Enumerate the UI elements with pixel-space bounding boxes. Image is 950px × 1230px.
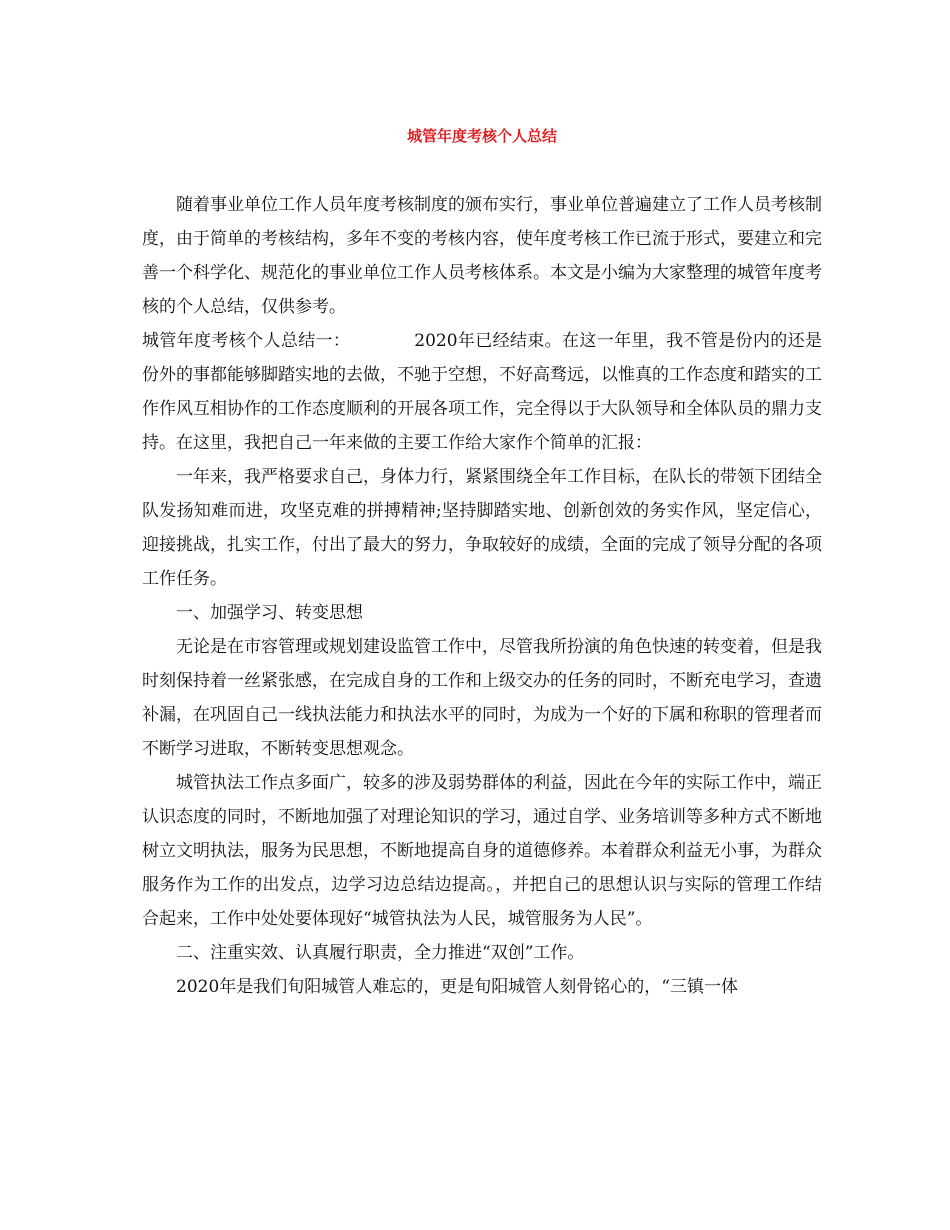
paragraph-study: 无论是在市容管理或规划建设监管工作中，尽管我所扮演的角色快速的转变着，但是我时刻保持着一丝紧张感，在完成自身的工作和上级交办的任务的同时，不断充电学习，查遗补漏，在巩固自己一线执法能力和执法水平的同时，为成为一个好的下属和称职的管理者而不断学习进取，不断转变思想观念。 [142, 637, 822, 759]
section-label: 城管年度考核个人总结一： [142, 331, 351, 351]
paragraph-summary-one [142, 324, 822, 460]
paragraph-intro: 随着事业单位工作人员年度考核制度的颁布实行，事业单位普遍建立了工作人员考核制度，由于简单的考核结构，多年不变的考核内容，使年度考核工作已流于形式，要建立和完善一个科学化、规范化的事业单位工作人员考核体系。本文是小编为大家整理的城管年度考核的个人总结，仅供参考。 [142, 195, 822, 317]
document-body [142, 188, 822, 1004]
section-heading-one: 一、加强学习、转变思想 [176, 603, 363, 623]
paragraph-summary-one-text: 2020年已经结束。在这一年里，我不管是份内的还是份外的事都能够脚踏实地的去做，不驰于空想，不好高骛远，以惟真的工作态度和踏实的工作作风互相协作的工作态度顺利的开展各项工作，完全得以于大队领导和全体队员的鼎力支持。在这里，我把自己一年来做的主要工作给大家作个简单的汇报： [142, 331, 823, 453]
paragraph-overview: 一年来，我严格要求自己，身体力行，紧紧围绕全年工作目标，在队长的带领下团结全队发扬知难而进，攻坚克难的拼搏精神;坚持脚踏实地、创新创效的务实作风，坚定信心，迎接挑战，扎实工作，付出了最大的努力，争取较好的成绩，全面的完成了领导分配的各项工作任务。 [142, 467, 822, 589]
paragraph-2020: 2020年是我们旬阳城管人难忘的，更是旬阳城管人刻骨铭心的，“三镇一体 [176, 977, 738, 997]
document-title: 城管年度考核个人总结 [406, 127, 557, 145]
section-heading-two: 二、注重实效、认真履行职责，全力推进“双创”工作。 [176, 943, 585, 963]
paragraph-enforcement: 城管执法工作点多面广，较多的涉及弱势群体的利益，因此在今年的实际工作中，端正认识态度的同时，不断地加强了对理论知识的学习，通过自学、业务培训等多种方式不断地树立文明执法，服务为民思想，不断地提高自身的道德修养。本着群众利益无小事，为群众服务作为工作的出发点，边学习边总结边提高。，并把自己的思想认识与实际的管理工作结合起来，工作中处处要体现好“城管执法为人民，城管服务为人民”。 [142, 773, 822, 929]
